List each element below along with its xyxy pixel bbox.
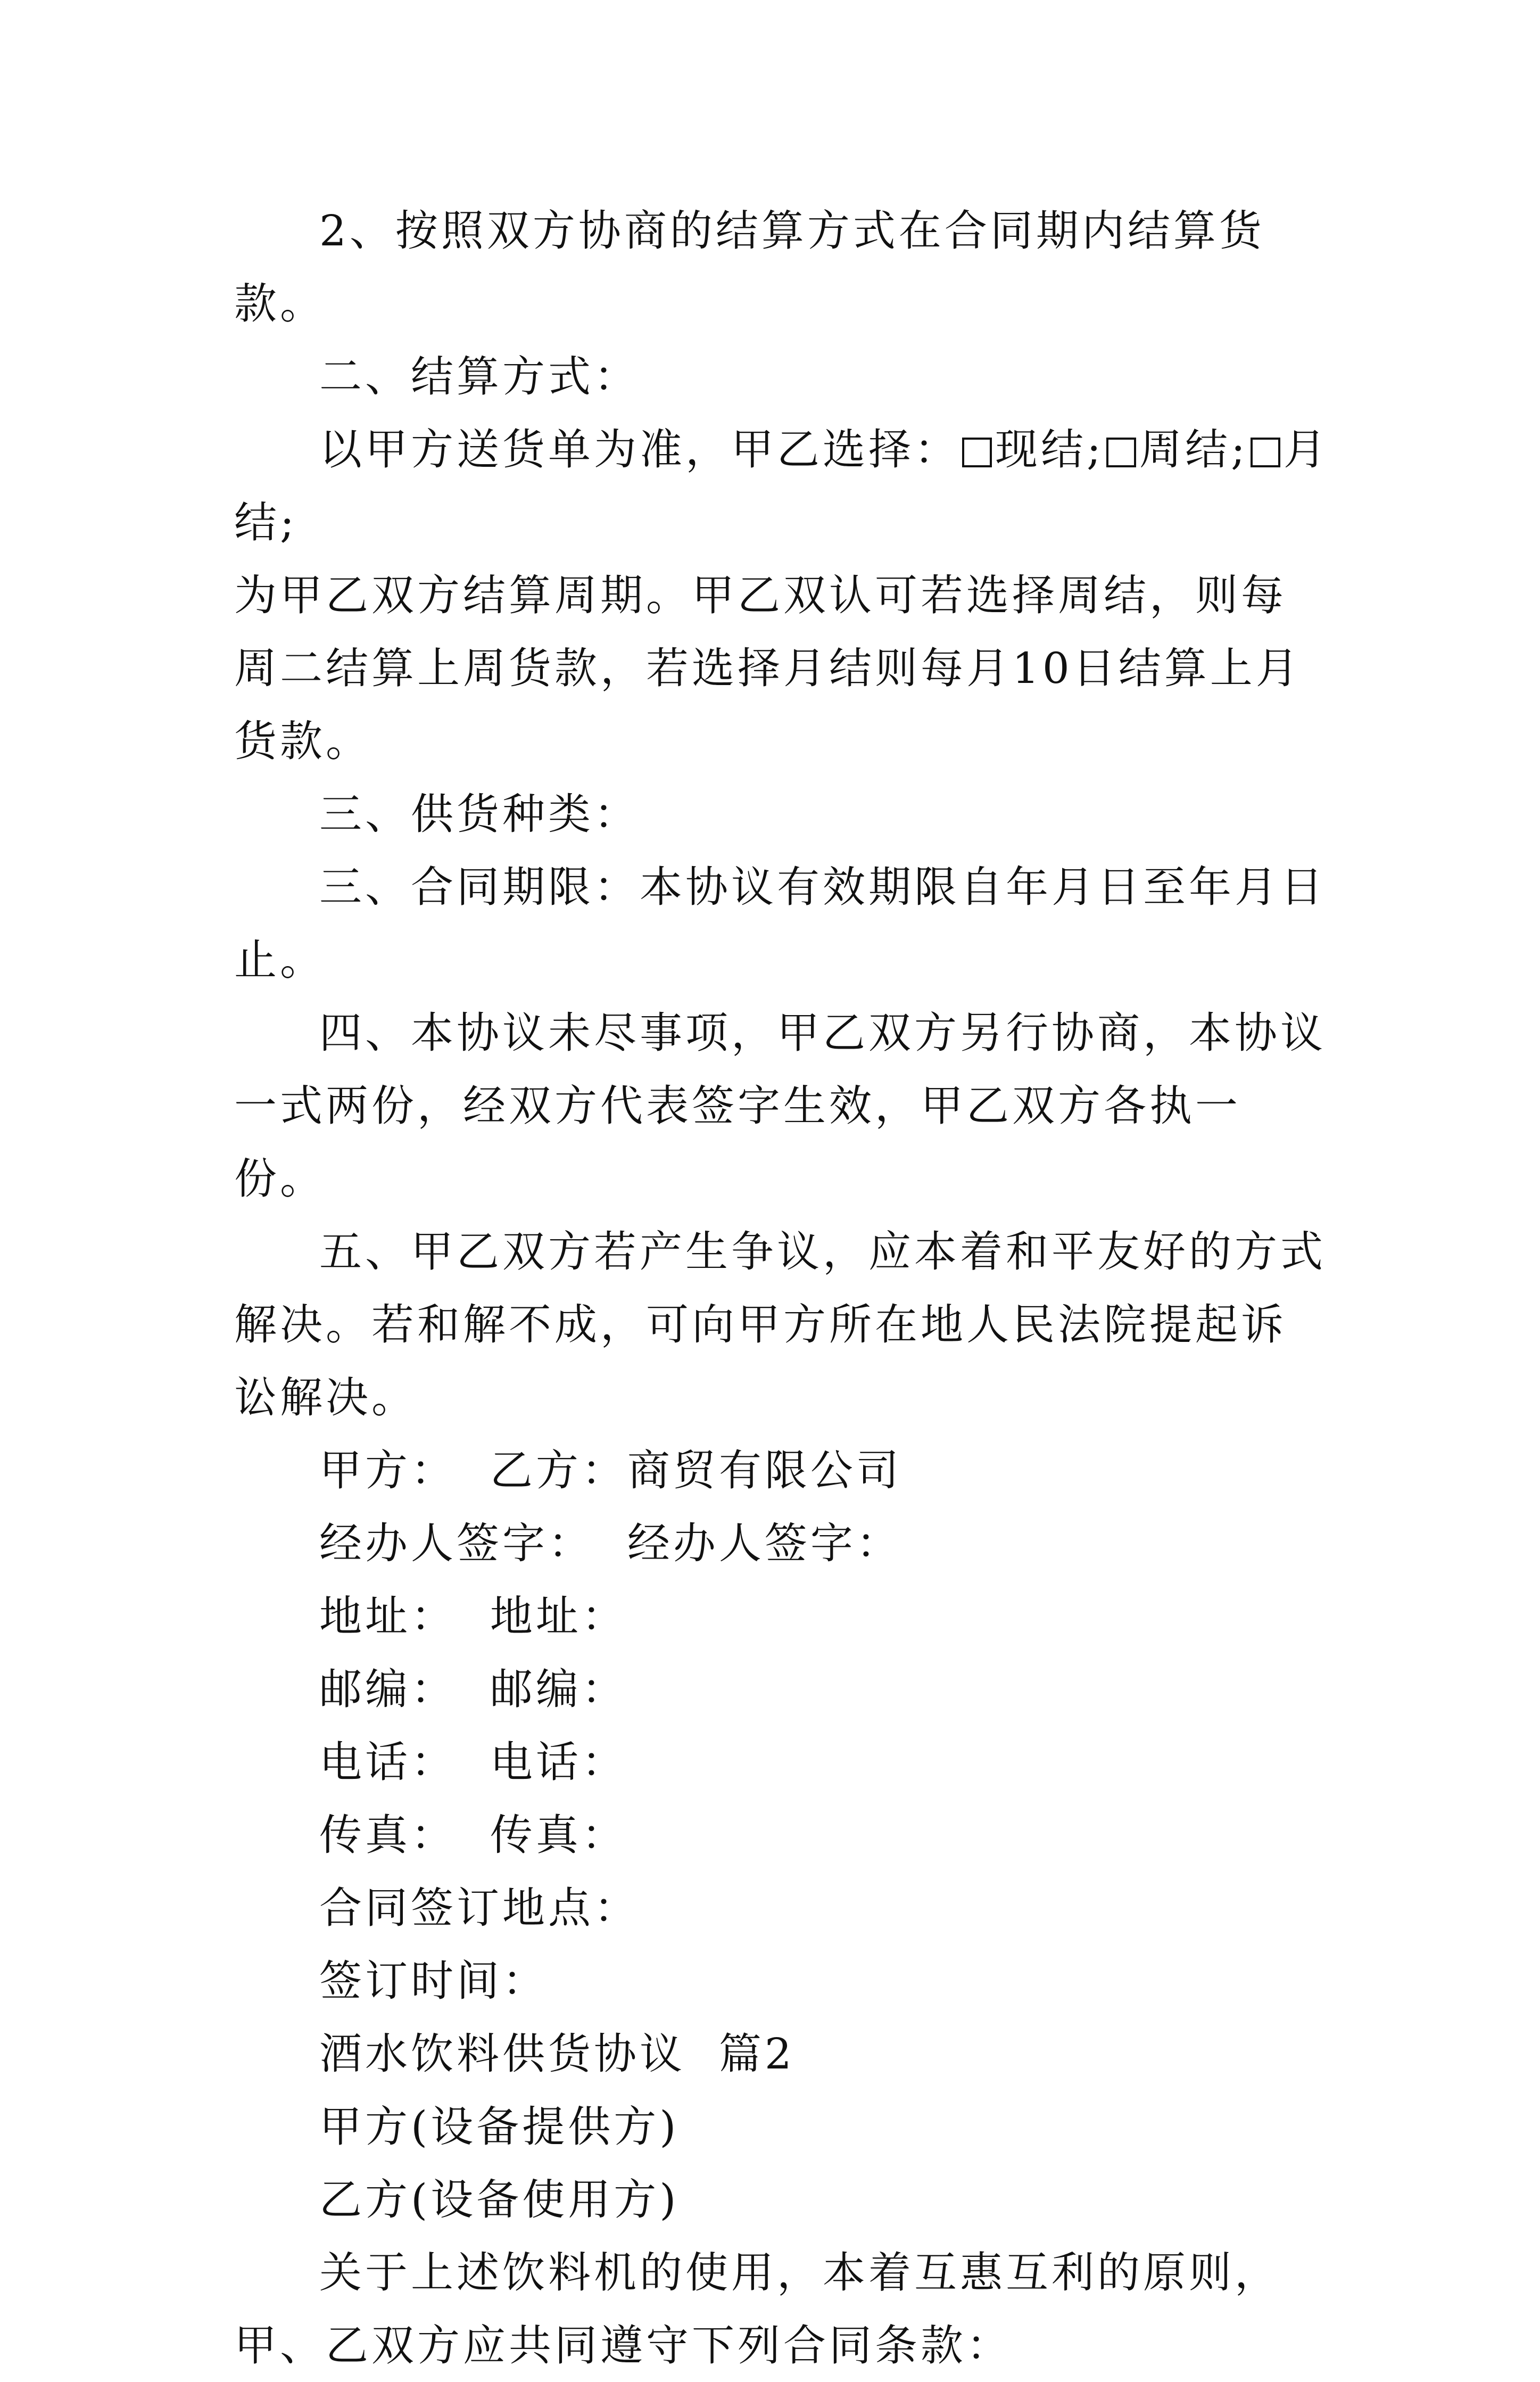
agreement-title: 酒水饮料供货协议 篇2 [319,2029,795,2079]
paragraph: 2、按照双方协商的结算方式在合同期内结算货款。 [234,206,1265,328]
checkbox-icon [962,438,992,467]
settlement-choice-line [234,413,1330,559]
paragraph: 三、合同期限：本协议有效期限自年月日至年月日止。 [234,862,1326,985]
option-weekly: 周结; [1139,425,1248,474]
paragraph: 为甲乙双方结算周期。甲乙双认可若选择周结，则每周二结算上周货款，若选择月结则每月10日结算上月货款。 [234,571,1302,766]
party-b-line: 乙方(设备使用方) [319,2175,680,2224]
signing-time-line: 签订时间： [319,1956,548,2006]
signing-place-line: 合同签订地点： [319,1883,640,1933]
option-cash: 现结; [995,425,1104,474]
settlement-lead: 以甲方送货单为准，甲乙选择： [319,425,960,474]
checkbox-icon [1106,438,1136,467]
signature-fax-line: 传真： 传真： [319,1810,627,1860]
signature-party-line: 甲方： 乙方：商贸有限公司 [319,1446,902,1495]
option-monthly: 月结; [234,425,1329,547]
signature-agent-line: 经办人签字： 经办人签字： [319,1519,902,1568]
checkbox-icon [1251,438,1280,467]
document-body [234,194,1330,2382]
paragraph: 关于上述饮料机的使用，本着互惠互利的原则，甲、乙双方应共同遵守下列合同条款： [234,2248,1280,2370]
section-heading: 三、供货种类： [319,789,640,839]
section-heading: 二、结算方式： [319,352,640,401]
signature-postcode-line: 邮编： 邮编： [319,1664,627,1714]
paragraph: 四、本协议未尽事项，甲乙双方另行协商，本协议一式两份，经双方代表签字生效，甲乙双方各执一份。 [234,1008,1326,1204]
party-a-line: 甲方(设备提供方) [319,2102,680,2152]
signature-phone-line: 电话： 电话： [319,1737,627,1787]
signature-address-line: 地址： 地址： [319,1592,627,1641]
paragraph: 五、甲乙双方若产生争议，应本着和平友好的方式解决。若和解不成，可向甲方所在地人民法院提起诉讼解决。 [234,1227,1326,1422]
